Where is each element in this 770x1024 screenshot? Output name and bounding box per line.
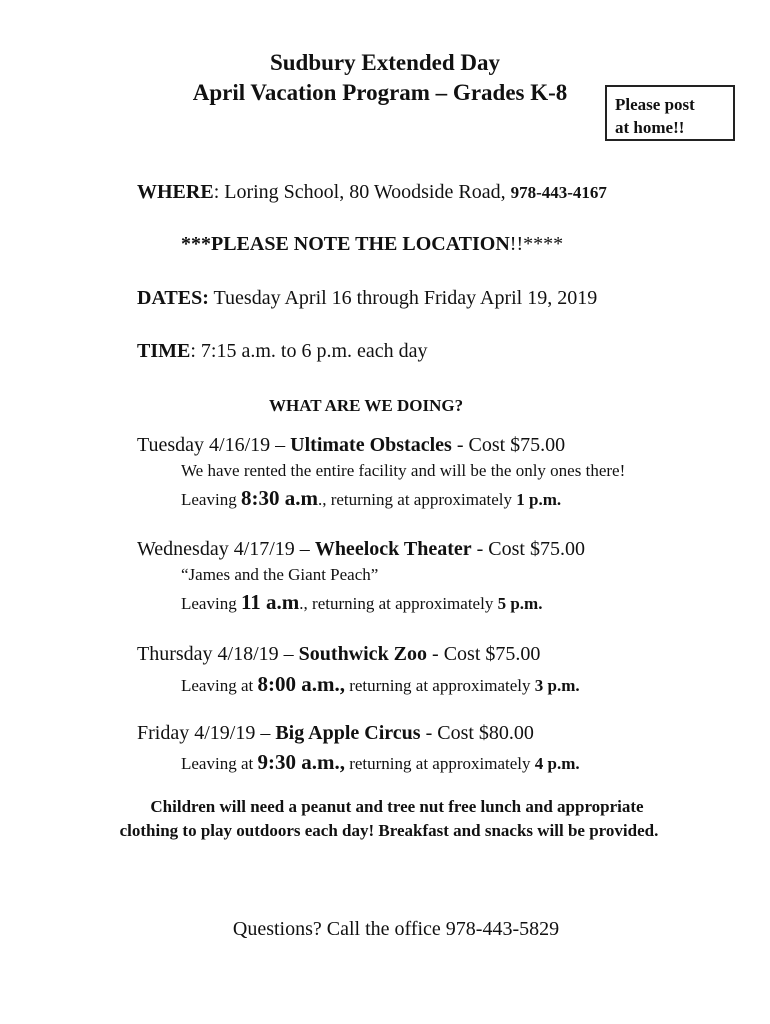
day-1-cost: - Cost $75.00 xyxy=(451,434,566,456)
please-post-box xyxy=(605,85,735,141)
day-2-schedule xyxy=(181,590,542,615)
day-3-leave-time: 8:00 a.m., xyxy=(257,672,345,696)
day-4-return-text: returning at approximately xyxy=(344,754,535,773)
day-1-return-text: ., returning at approximately xyxy=(317,490,517,509)
day-3-event: Southwick Zoo xyxy=(298,643,428,665)
day-2-event: Wheelock Theater xyxy=(314,538,472,560)
what-heading: WHAT ARE WE DOING? xyxy=(269,396,464,415)
day-1-event: Ultimate Obstacles xyxy=(290,434,452,456)
title-line-1: Sudbury Extended Day xyxy=(269,50,501,75)
day-1-schedule xyxy=(181,486,561,511)
day-2-leave-time: 11 a.m xyxy=(240,590,300,614)
day-4-event: Big Apple Circus xyxy=(275,722,421,744)
day-2-date: Wednesday 4/17/19 – xyxy=(137,538,315,560)
day-3-return-time: 3 p.m. xyxy=(534,676,580,695)
dates-line xyxy=(137,287,597,310)
time-text: : 7:15 a.m. to 6 p.m. each day xyxy=(190,340,428,362)
day-3-line xyxy=(137,643,540,666)
day-1-leave-prefix: Leaving xyxy=(181,490,241,509)
day-3-return-text: returning at approximately xyxy=(344,676,535,695)
time-line xyxy=(137,340,428,363)
where-label: WHERE xyxy=(137,181,214,203)
day-4-cost: - Cost $80.00 xyxy=(420,722,534,744)
time-label: TIME xyxy=(137,340,191,362)
lunch-note-line-2: clothing to play outdoors each day! Breakfast and snacks will be provided. xyxy=(119,821,659,840)
day-1-line xyxy=(137,434,565,457)
day-2-leave-prefix: Leaving xyxy=(181,594,241,613)
title-line-2: April Vacation Program – Grades K-8 xyxy=(192,80,568,105)
dates-label: DATES: xyxy=(137,287,209,309)
day-2-return-text: ., returning at approximately xyxy=(299,594,498,613)
day-3-date: Thursday 4/18/19 – xyxy=(137,643,299,665)
where-phone: 978-443-4167 xyxy=(510,183,607,202)
day-3-leave-prefix: Leaving at xyxy=(181,676,258,695)
lunch-note-line-1: Children will need a peanut and tree nut free lunch and appropriate xyxy=(150,797,644,816)
day-1-return-time: 1 p.m. xyxy=(516,490,562,509)
where-line xyxy=(137,181,607,204)
location-note-suffix: !!**** xyxy=(509,233,564,255)
day-2-line xyxy=(137,538,585,561)
day-1-leave-time: 8:30 a.m xyxy=(240,486,318,510)
where-text: : Loring School, 80 Woodside Road, xyxy=(213,181,511,203)
day-4-date: Friday 4/19/19 – xyxy=(137,722,276,744)
day-3-schedule xyxy=(181,672,580,697)
day-1-note: We have rented the entire facility and will be the only ones there! xyxy=(181,461,626,480)
please-post-line-1: Please post xyxy=(615,95,695,114)
dates-text: Tuesday April 16 through Friday April 19, 2019 xyxy=(208,287,598,309)
day-2-return-time: 5 p.m. xyxy=(497,594,543,613)
questions-line: Questions? Call the office 978-443-5829 xyxy=(232,918,560,940)
day-3-cost: - Cost $75.00 xyxy=(427,643,541,665)
day-4-leave-prefix: Leaving at xyxy=(181,754,258,773)
day-4-leave-time: 9:30 a.m., xyxy=(257,750,345,774)
day-2-note: “James and the Giant Peach” xyxy=(181,565,379,584)
day-1-date: Tuesday 4/16/19 – xyxy=(137,434,291,456)
location-note-prefix: ***PLEASE NOTE THE LOCATION xyxy=(181,233,510,255)
day-4-schedule xyxy=(181,750,580,775)
day-4-return-time: 4 p.m. xyxy=(534,754,580,773)
location-note xyxy=(181,233,563,256)
day-2-cost: - Cost $75.00 xyxy=(471,538,585,560)
day-4-line xyxy=(137,722,534,745)
please-post-line-2: at home!! xyxy=(615,118,685,137)
